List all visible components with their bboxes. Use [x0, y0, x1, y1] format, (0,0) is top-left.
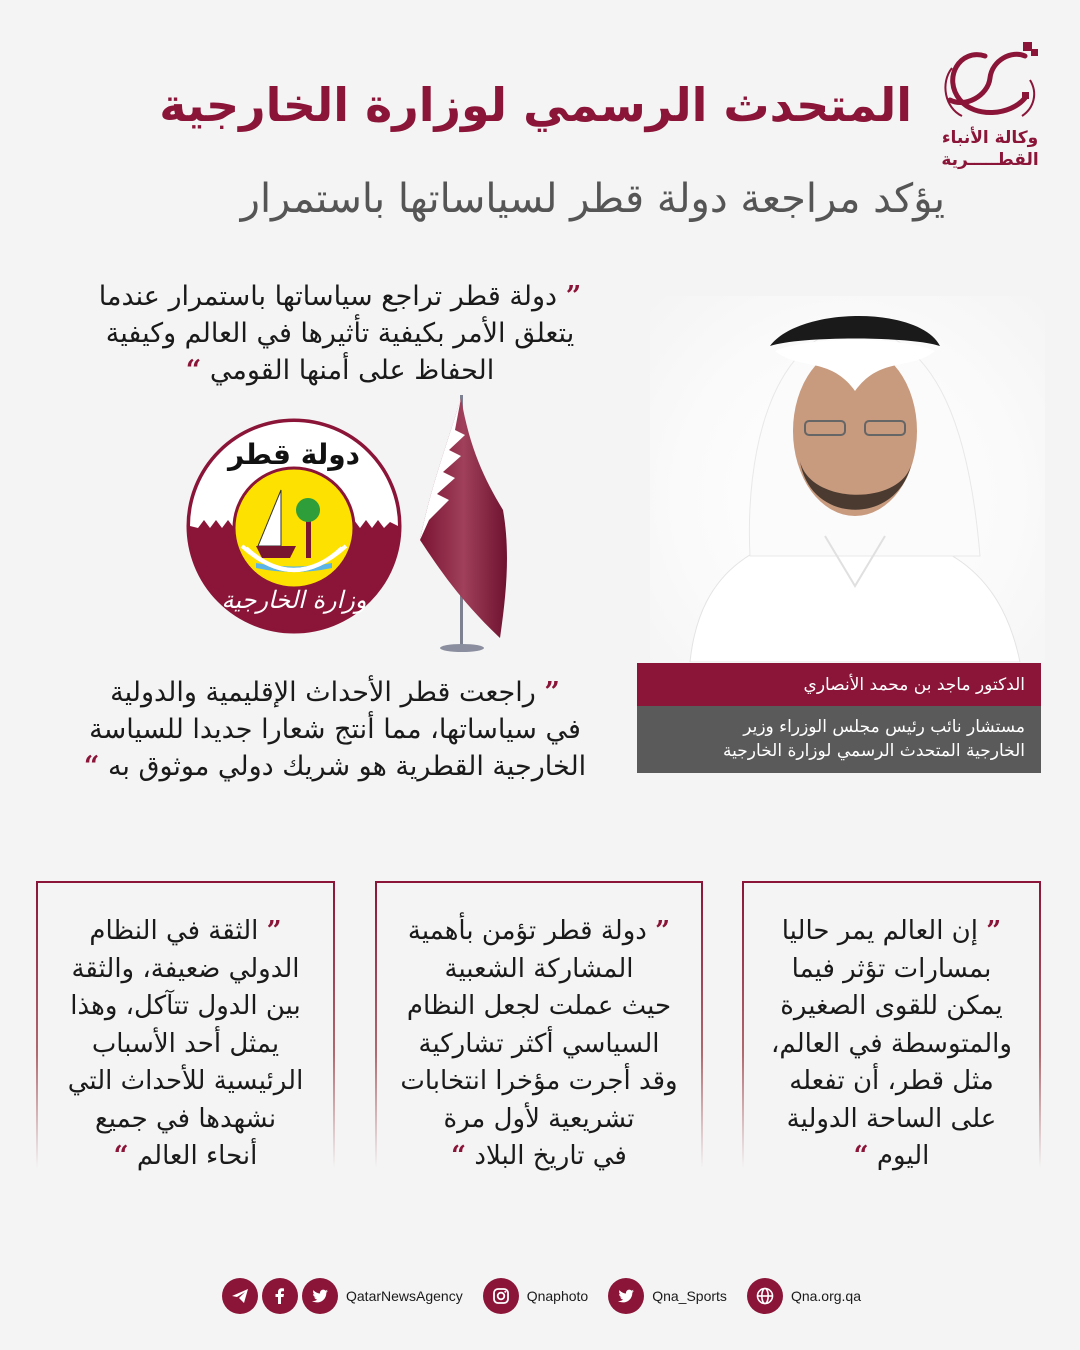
- open-quote-icon: ”: [565, 281, 582, 312]
- twitter-icon[interactable]: [302, 1278, 338, 1314]
- facebook-icon[interactable]: [262, 1278, 298, 1314]
- qna-logo-mark-icon: [930, 38, 1050, 128]
- quote-line: الحفاظ على أمنها القومي “: [185, 355, 495, 386]
- qatar-flag: [415, 390, 515, 660]
- footer-label-qnaphoto[interactable]: Qnaphoto: [526, 1288, 589, 1304]
- person-portrait-icon: [650, 296, 1045, 662]
- social-footer: [222, 1278, 881, 1314]
- footer-label-qna-sports[interactable]: Qna_Sports: [652, 1288, 727, 1304]
- speaker-role-line: مستشار نائب رئيس مجلس الوزراء وزير: [743, 717, 1025, 737]
- open-quote-icon: ”: [544, 677, 560, 708]
- open-quote-icon: ”: [266, 916, 282, 946]
- flag-icon: [415, 390, 515, 660]
- speaker-role-line: الخارجية المتحدث الرسمي لوزارة الخارجية: [723, 741, 1025, 761]
- footer-label-website[interactable]: Qna.org.qa: [790, 1288, 861, 1304]
- twitter-icon[interactable]: [608, 1278, 644, 1314]
- quote-card-1: [742, 881, 1041, 1171]
- quote-top-2: [60, 674, 610, 785]
- close-quote-icon: “: [83, 751, 100, 782]
- quote-card-3: [36, 881, 335, 1171]
- open-quote-icon: ”: [655, 916, 671, 946]
- instagram-icon[interactable]: [483, 1278, 519, 1314]
- quote-line: ” راجعت قطر الأحداث الإقليمية والدولية: [110, 677, 560, 708]
- open-quote-icon: ”: [986, 916, 1002, 946]
- footer-label-qatarnewsagency[interactable]: QatarNewsAgency: [346, 1288, 463, 1304]
- speaker-name: الدكتور ماجد بن محمد الأنصاري: [637, 663, 1041, 706]
- quote-line: في سياساتها، مما أنتج شعارا جديدا للسياسة: [89, 714, 581, 745]
- card-quote-text: ” إن العالم يمر حاليا بمسارات تؤثر فيما يمكن للقوى الصغيرة والمتوسطة في العالم، مثل قطر، أن تفعله على الساحة الدولية اليوم “: [771, 916, 1012, 1171]
- emblem-top-text: دولة قطر: [227, 438, 361, 471]
- card-quote-text: ” دولة قطر تؤمن بأهمية المشاركة الشعبية حيث عملت لجعل النظام السياسي أكثر تشاركية وقد أجرت مؤخرا انتخابات تشريعية لأول مرة في تاريخ البلاد “: [400, 916, 678, 1171]
- close-quote-icon: “: [451, 1141, 467, 1171]
- page-title: المتحدث الرسمي لوزارة الخارجية: [159, 78, 912, 132]
- speaker-photo: [650, 296, 1045, 662]
- quote-card-2: [375, 881, 703, 1171]
- telegram-icon[interactable]: [222, 1278, 258, 1314]
- foreign-ministry-emblem: [186, 418, 402, 634]
- brand-name-line2: القطـــــرية: [941, 150, 1039, 170]
- quote-line: الخارجية القطرية هو شريك دولي موثوق به “: [83, 751, 587, 782]
- emblem-bottom-text: وزارة الخارجية: [221, 586, 367, 614]
- close-quote-icon: “: [185, 355, 202, 386]
- brand-name-line1: وكالة الأنباء: [941, 128, 1039, 148]
- page-subtitle: يؤكد مراجعة دولة قطر لسياساتها باستمرار: [240, 176, 945, 222]
- card-quote-text: ” الثقة في النظام الدولي ضعيفة، والثقة بين الدول تتآكل، وهذا يمثل أحد الأسباب الرئيسية للأحداث التي نشهدها في جميع أنحاء العالم “: [67, 916, 304, 1171]
- qna-logo: [930, 38, 1050, 173]
- globe-icon[interactable]: [747, 1278, 783, 1314]
- close-quote-icon: “: [113, 1141, 129, 1171]
- speaker-role: [637, 706, 1041, 773]
- close-quote-icon: “: [853, 1141, 869, 1171]
- quote-line: ” دولة قطر تراجع سياساتها باستمرار عندما: [98, 281, 582, 312]
- quote-line: يتعلق الأمر بكيفية تأثيرها في العالم وكيفية: [105, 318, 575, 349]
- quote-top-1: [80, 278, 600, 389]
